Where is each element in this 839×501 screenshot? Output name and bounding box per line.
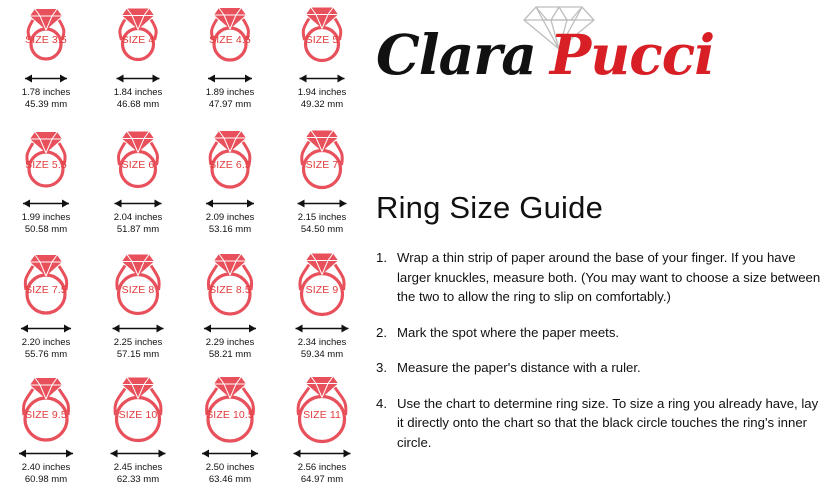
ring-mm: 47.97 mm (208, 98, 252, 110)
guide-step (376, 248, 824, 307)
ring-measurements (22, 212, 71, 235)
ring-size-label: SIZE 11 (303, 409, 341, 421)
brand-name-first: Clara (376, 22, 536, 87)
ring-illustration (7, 127, 85, 199)
ring-size-cell (0, 0, 92, 125)
ring-size-label: SIZE 8 (121, 284, 155, 296)
guide-step-text: Wrap a thin strip of paper around the base of your finger. If you have larger knuckles, measure both. (You may want to choose a size between the two to allow the ring to slip on comfortably.) (397, 250, 821, 304)
ring-size-label: SIZE 7 (305, 159, 339, 171)
guide-panel (368, 0, 839, 501)
diameter-arrow (7, 72, 85, 85)
diameter-arrow (7, 197, 85, 210)
ring-measurements (22, 87, 71, 110)
ring-size-cell (92, 375, 184, 500)
ring-size-cell (184, 250, 276, 375)
ring-size-cell (0, 250, 92, 375)
ring-size-cell (276, 375, 368, 500)
ring-measurements (206, 87, 255, 110)
brand-name-second: Pucci (549, 22, 715, 87)
ring-inches: 1.99 inches (21, 212, 71, 223)
ring-illustration (191, 252, 269, 324)
ring-size-label: SIZE 9.5 (25, 409, 67, 421)
ring-illustration (99, 252, 177, 324)
ring-measurements (298, 87, 347, 110)
ring-measurements (114, 337, 163, 360)
ring-size-cell (276, 125, 368, 250)
ring-illustration (283, 127, 361, 199)
ring-measurements (22, 462, 71, 485)
guide-step (376, 323, 824, 343)
ring-size-cell (184, 125, 276, 250)
ring-inches: 1.78 inches (21, 87, 71, 98)
ring-size-label: SIZE 5.5 (25, 159, 67, 171)
ring-size-chart (0, 0, 368, 501)
ring-inches: 2.20 inches (21, 337, 71, 348)
ring-measurements (114, 212, 163, 235)
guide-step-number: 1. (376, 250, 387, 265)
diameter-arrow (283, 322, 361, 335)
ring-mm: 59.34 mm (300, 348, 344, 360)
ring-measurements (114, 87, 163, 110)
diameter-arrow (191, 322, 269, 335)
diameter-arrow (99, 197, 177, 210)
ring-measurements (298, 337, 347, 360)
ring-inches: 1.89 inches (205, 87, 255, 98)
ring-inches: 2.15 inches (297, 212, 347, 223)
ring-measurements (22, 337, 71, 360)
ring-size-label: SIZE 3.5 (25, 34, 67, 46)
ring-mm: 50.58 mm (24, 223, 68, 235)
ring-size-cell (92, 0, 184, 125)
ring-inches: 1.84 inches (113, 87, 163, 98)
ring-size-cell (92, 125, 184, 250)
guide-step (376, 358, 824, 378)
ring-inches: 2.29 inches (205, 337, 255, 348)
ring-illustration (283, 2, 361, 74)
ring-size-label: SIZE 9 (305, 284, 339, 296)
ring-mm: 53.16 mm (208, 223, 252, 235)
guide-step-text: Measure the paper's distance with a ruler. (397, 360, 641, 375)
diameter-arrow (283, 447, 361, 460)
ring-illustration (191, 127, 269, 199)
ring-size-cell (276, 0, 368, 125)
ring-illustration (191, 2, 269, 74)
ring-mm: 46.68 mm (116, 98, 160, 110)
ring-size-cell (184, 375, 276, 500)
ring-measurements (206, 462, 255, 485)
ring-size-cell (276, 250, 368, 375)
guide-step-number: 3. (376, 360, 387, 375)
guide-step-number: 4. (376, 395, 387, 411)
ring-measurements (206, 337, 255, 360)
ring-illustration (191, 377, 269, 449)
ring-illustration (283, 252, 361, 324)
diameter-arrow (99, 447, 177, 460)
ring-mm: 45.39 mm (24, 98, 68, 110)
ring-inches: 2.09 inches (205, 212, 255, 223)
ring-illustration (7, 2, 85, 74)
diameter-arrow (7, 322, 85, 335)
ring-illustration (283, 377, 361, 449)
ring-inches: 1.94 inches (297, 87, 347, 98)
page-title: Ring Size Guide (376, 190, 604, 225)
ring-measurements (206, 212, 255, 235)
brand-logo (368, 0, 839, 104)
guide-step-text: Mark the spot where the paper meets. (397, 324, 620, 340)
ring-illustration (99, 127, 177, 199)
ring-inches: 2.34 inches (297, 337, 347, 348)
ring-size-label: SIZE 10 (118, 409, 158, 421)
diameter-arrow (99, 72, 177, 85)
ring-size-label: SIZE 10.5 (206, 409, 254, 421)
brand-name (376, 22, 836, 87)
ring-measurements (298, 462, 347, 485)
ring-mm: 55.76 mm (24, 348, 68, 360)
ring-mm: 64.97 mm (300, 473, 344, 485)
ring-inches: 2.50 inches (205, 462, 255, 473)
ring-size-label: SIZE 8.5 (209, 284, 251, 296)
diameter-arrow (191, 72, 269, 85)
ring-mm: 51.87 mm (116, 223, 160, 235)
diameter-arrow (191, 197, 269, 210)
guide-step (376, 394, 824, 453)
ring-inches: 2.56 inches (297, 462, 347, 473)
ring-size-label: SIZE 6 (121, 159, 155, 171)
ring-size-cell (184, 0, 276, 125)
ring-size-cell (0, 125, 92, 250)
ring-illustration (99, 2, 177, 74)
ring-size-label: SIZE 4 (121, 34, 155, 46)
ring-mm: 60.98 mm (24, 473, 68, 485)
ring-mm: 49.32 mm (300, 98, 344, 110)
ring-inches: 2.04 inches (113, 212, 163, 223)
ring-size-label: SIZE 7.5 (25, 284, 67, 296)
ring-mm: 54.50 mm (300, 223, 344, 235)
ring-illustration (7, 252, 85, 324)
ring-mm: 58.21 mm (208, 348, 252, 360)
ring-inches: 2.45 inches (113, 462, 163, 473)
diameter-arrow (99, 322, 177, 335)
diameter-arrow (7, 447, 85, 460)
ring-illustration (7, 377, 85, 449)
ring-size-cell (92, 250, 184, 375)
diameter-arrow (283, 197, 361, 210)
guide-steps (376, 248, 824, 468)
ring-mm: 63.46 mm (208, 473, 252, 485)
ring-mm: 57.15 mm (116, 348, 160, 360)
ring-measurements (114, 462, 163, 485)
ring-inches: 2.25 inches (113, 337, 163, 348)
ring-mm: 62.33 mm (116, 473, 160, 485)
diameter-arrow (283, 72, 361, 85)
ring-size-cell (0, 375, 92, 500)
ring-illustration (99, 377, 177, 449)
ring-inches: 2.40 inches (21, 462, 71, 473)
guide-step-text: Use the chart to determine ring size. To size a ring you already have, lay it directly onto the chart so that the black circle touches the ring's inner circle. (397, 395, 819, 450)
guide-step-number: 2. (376, 324, 387, 340)
ring-size-label: SIZE 6.5 (209, 159, 251, 171)
ring-measurements (298, 212, 347, 235)
ring-size-label: SIZE 4.5 (209, 34, 251, 46)
ring-size-label: SIZE 5 (305, 34, 339, 46)
diameter-arrow (191, 447, 269, 460)
